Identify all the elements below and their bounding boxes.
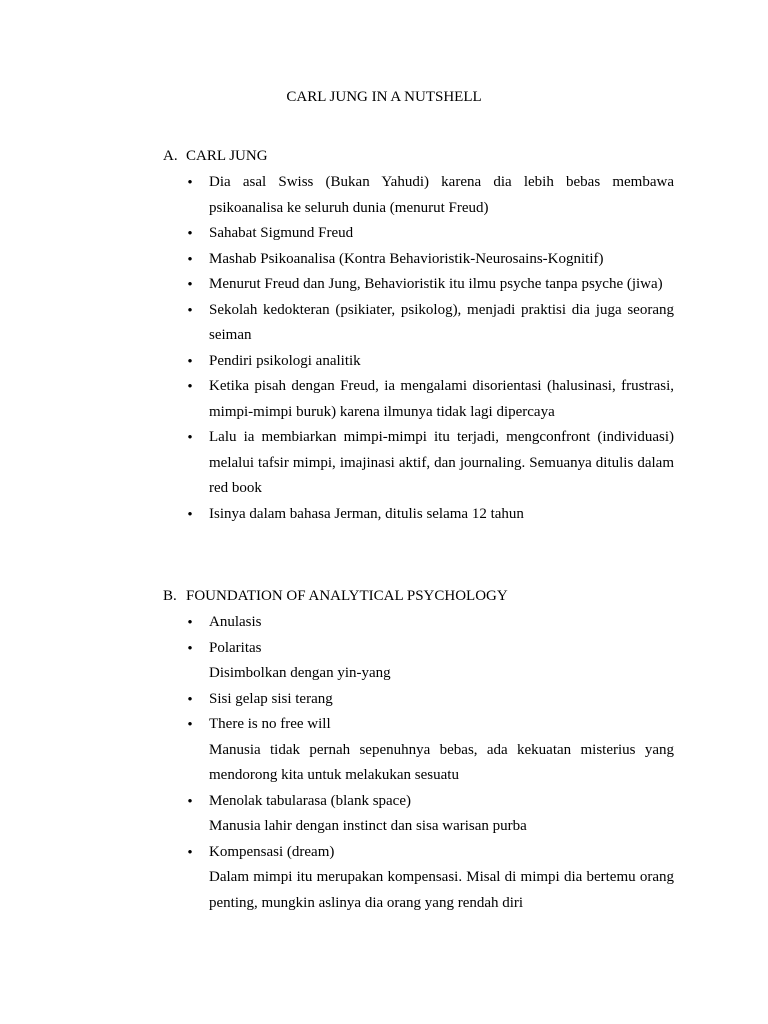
list-item bbox=[163, 502, 674, 528]
bullet-icon: • bbox=[187, 353, 193, 370]
list-item bbox=[163, 170, 674, 221]
list-item bbox=[163, 636, 674, 687]
list-item-note: Manusia tidak pernah sepenuhnya bebas, ada kekuatan misterius yang mendorong kita untuk melakukan sesuatu bbox=[209, 741, 674, 783]
bullet-icon: • bbox=[187, 506, 193, 523]
section-a-title: CARL JUNG bbox=[186, 148, 268, 164]
bullet-icon: • bbox=[187, 430, 193, 446]
bullet-icon: • bbox=[187, 793, 193, 810]
page-title: CARL JUNG IN A NUTSHELL bbox=[286, 89, 482, 105]
list-item bbox=[163, 272, 674, 298]
list-item-text: Ketika pisah dengan Freud, ia mengalami disorientasi (halusinasi, frustrasi, mimpi-mimpi buruk) karena ilmunya tidak lagi dipercaya bbox=[209, 378, 674, 420]
section-a-list bbox=[163, 170, 674, 527]
list-item-text: Mashab Psikoanalisa (Kontra Behavioristik-Neurosains-Kognitif) bbox=[209, 250, 604, 267]
list-item bbox=[163, 425, 674, 502]
list-item-note: Dalam mimpi itu merupakan kompensasi. Misal di mimpi dia bertemu orang penting, mungkin aslinya dia orang yang rendah diri bbox=[209, 869, 674, 911]
list-item bbox=[163, 840, 674, 917]
list-item-note: Manusia lahir dengan instinct dan sisa warisan purba bbox=[209, 818, 527, 834]
bullet-icon: • bbox=[187, 251, 193, 268]
bullet-icon: • bbox=[187, 615, 193, 631]
list-item bbox=[163, 687, 674, 713]
list-item-text: Pendiri psikologi analitik bbox=[209, 352, 361, 369]
list-item-text: Menurut Freud dan Jung, Behavioristik itu ilmu psyche tanpa psyche (jiwa) bbox=[209, 276, 663, 292]
section-a-heading bbox=[163, 146, 268, 166]
list-item bbox=[163, 247, 674, 273]
list-item bbox=[163, 349, 674, 375]
bullet-icon: • bbox=[187, 302, 193, 319]
list-item-text: Sekolah kedokteran (psikiater, psikolog), menjadi praktisi dia juga seorang seiman bbox=[209, 301, 674, 343]
list-item bbox=[163, 610, 674, 636]
list-item-text: Polaritas bbox=[209, 639, 262, 656]
bullet-icon: • bbox=[187, 691, 193, 708]
list-item-note: Disimbolkan dengan yin-yang bbox=[209, 665, 391, 681]
list-item-text: Anulasis bbox=[209, 614, 262, 630]
list-item bbox=[163, 374, 674, 425]
list-item-text: There is no free will bbox=[209, 716, 331, 732]
section-b-title: FOUNDATION OF ANALYTICAL PSYCHOLOGY bbox=[186, 588, 508, 604]
section-b-letter: B. bbox=[163, 588, 177, 604]
list-item-text: Dia asal Swiss (Bukan Yahudi) karena dia lebih bebas membawa psikoanalisa ke seluruh dunia (menurut Freud) bbox=[209, 174, 674, 216]
section-b-heading bbox=[163, 586, 508, 606]
bullet-icon: • bbox=[187, 844, 193, 861]
list-item-text: Sahabat Sigmund Freud bbox=[209, 225, 354, 241]
section-b-list bbox=[163, 610, 674, 916]
list-item-text: Lalu ia membiarkan mimpi-mimpi itu terjadi, mengconfront (individuasi) melalui tafsir mimpi, imajinasi aktif, dan journaling. Semuanya ditulis dalam red book bbox=[209, 429, 674, 496]
bullet-icon: • bbox=[187, 717, 193, 733]
list-item-text: Sisi gelap sisi terang bbox=[209, 690, 333, 707]
list-item bbox=[163, 298, 674, 349]
bullet-icon: • bbox=[187, 640, 193, 657]
bullet-icon: • bbox=[187, 175, 193, 191]
bullet-icon: • bbox=[187, 277, 193, 293]
section-a-letter: A. bbox=[163, 148, 178, 164]
bullet-icon: • bbox=[187, 226, 193, 242]
bullet-icon: • bbox=[187, 379, 193, 395]
list-item-text: Isinya dalam bahasa Jerman, ditulis selama 12 tahun bbox=[209, 505, 524, 522]
list-item bbox=[163, 221, 674, 247]
list-item bbox=[163, 712, 674, 789]
list-item-text: Menolak tabularasa (blank space) bbox=[209, 792, 411, 809]
list-item bbox=[163, 789, 674, 840]
list-item-text: Kompensasi (dream) bbox=[209, 843, 335, 860]
